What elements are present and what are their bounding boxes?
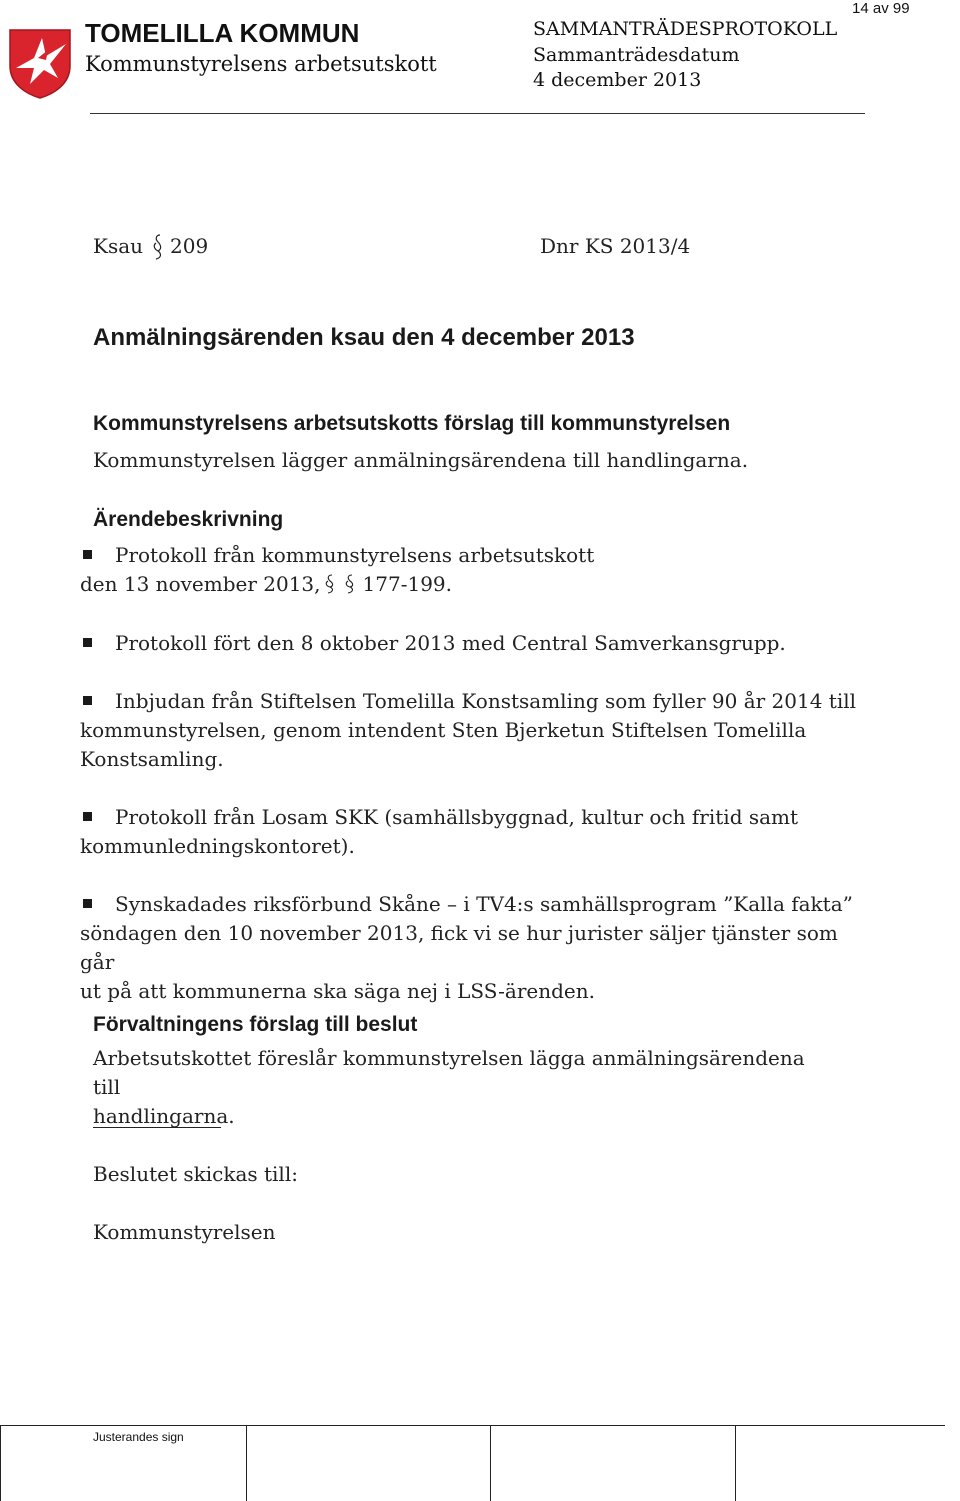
decision-text bbox=[93, 1044, 833, 1131]
page-number: 14 av 99 bbox=[852, 0, 910, 17]
list-item-text: kommunledningskontoret). bbox=[80, 834, 355, 858]
page-title: Anmälningsärenden ksau den 4 december 2013 bbox=[93, 324, 635, 351]
decision-text-line: handlingarna. bbox=[93, 1104, 235, 1128]
distribution-label: Beslutet skickas till: bbox=[93, 1162, 298, 1186]
list-item-text: Konstsamling. bbox=[80, 747, 224, 771]
list-item-text: Protokoll från Losam SKK (samhällsbyggnad, kultur och fritid samt bbox=[115, 805, 799, 829]
separator-line bbox=[93, 1127, 221, 1128]
list-item bbox=[80, 890, 870, 1006]
section-sign-icon bbox=[343, 573, 357, 595]
distribution-recipient: Kommunstyrelsen bbox=[93, 1220, 276, 1244]
signature-cell bbox=[0, 1426, 1, 1501]
decision-text-line: Arbetsutskottet föreslår kommunstyrelsen lägga anmälningsärendena till bbox=[93, 1046, 805, 1099]
description-heading: Ärendebeskrivning bbox=[93, 508, 284, 531]
organization-name: TOMELILLA KOMMUN bbox=[85, 18, 360, 48]
list-item-text: söndagen den 10 november 2013, fick vi se hur jurister säljer tjänster som går bbox=[80, 921, 838, 974]
bullet-icon bbox=[83, 899, 92, 908]
list-item-text: den 13 november 2013, bbox=[80, 572, 321, 596]
list-item-text: Protokoll från kommunstyrelsens arbetsutskott bbox=[115, 543, 595, 567]
case-number: 209 bbox=[170, 234, 209, 258]
proposal-heading: Kommunstyrelsens arbetsutskotts förslag till kommunstyrelsen bbox=[93, 412, 731, 435]
bullet-icon bbox=[83, 696, 92, 705]
header-divider bbox=[90, 113, 865, 114]
meeting-date-value: 4 december 2013 bbox=[533, 69, 702, 91]
list-item bbox=[80, 803, 870, 861]
meeting-date-label: Sammanträdesdatum bbox=[533, 44, 740, 66]
list-item-text: ut på att kommunerna ska säga nej i LSS-ärenden. bbox=[80, 979, 595, 1003]
bullet-icon bbox=[83, 638, 92, 647]
list-item-text: Inbjudan från Stiftelsen Tomelilla Konstsamling som fyller 90 år 2014 till bbox=[115, 689, 857, 713]
case-reference bbox=[93, 232, 753, 262]
section-sign-icon bbox=[151, 232, 165, 262]
proposal-text: Kommunstyrelsen lägger anmälningsärendena till handlingarna. bbox=[93, 448, 749, 472]
list-item bbox=[80, 687, 870, 774]
list-item bbox=[80, 541, 870, 599]
coat-of-arms-icon bbox=[8, 28, 72, 100]
bullet-icon bbox=[83, 812, 92, 821]
list-item-text: Protokoll fört den 8 oktober 2013 med Central Samverkansgrupp. bbox=[115, 631, 786, 655]
signature-cell bbox=[735, 1426, 736, 1501]
section-sign-icon bbox=[323, 573, 337, 595]
list-item-text: 177-199. bbox=[362, 572, 452, 596]
bullet-icon bbox=[83, 550, 92, 559]
organization-unit: Kommunstyrelsens arbetsutskott bbox=[85, 52, 437, 76]
list-item-text: Synskadades riksförbund Skåne – i TV4:s samhällsprogram ”Kalla fakta” bbox=[115, 892, 853, 916]
list-item bbox=[80, 629, 870, 658]
document-type: SAMMANTRÄDESPROTOKOLL bbox=[533, 18, 838, 40]
signature-cell bbox=[490, 1426, 491, 1501]
signature-cell bbox=[246, 1426, 247, 1501]
diary-number: Dnr KS 2013/4 bbox=[540, 234, 691, 258]
decision-heading: Förvaltningens förslag till beslut bbox=[93, 1013, 418, 1036]
list-item-text: kommunstyrelsen, genom intendent Sten Bjerketun Stiftelsen Tomelilla bbox=[80, 718, 807, 742]
case-id: Ksau bbox=[93, 234, 144, 258]
signature-label: Justerandes sign bbox=[93, 1430, 184, 1444]
